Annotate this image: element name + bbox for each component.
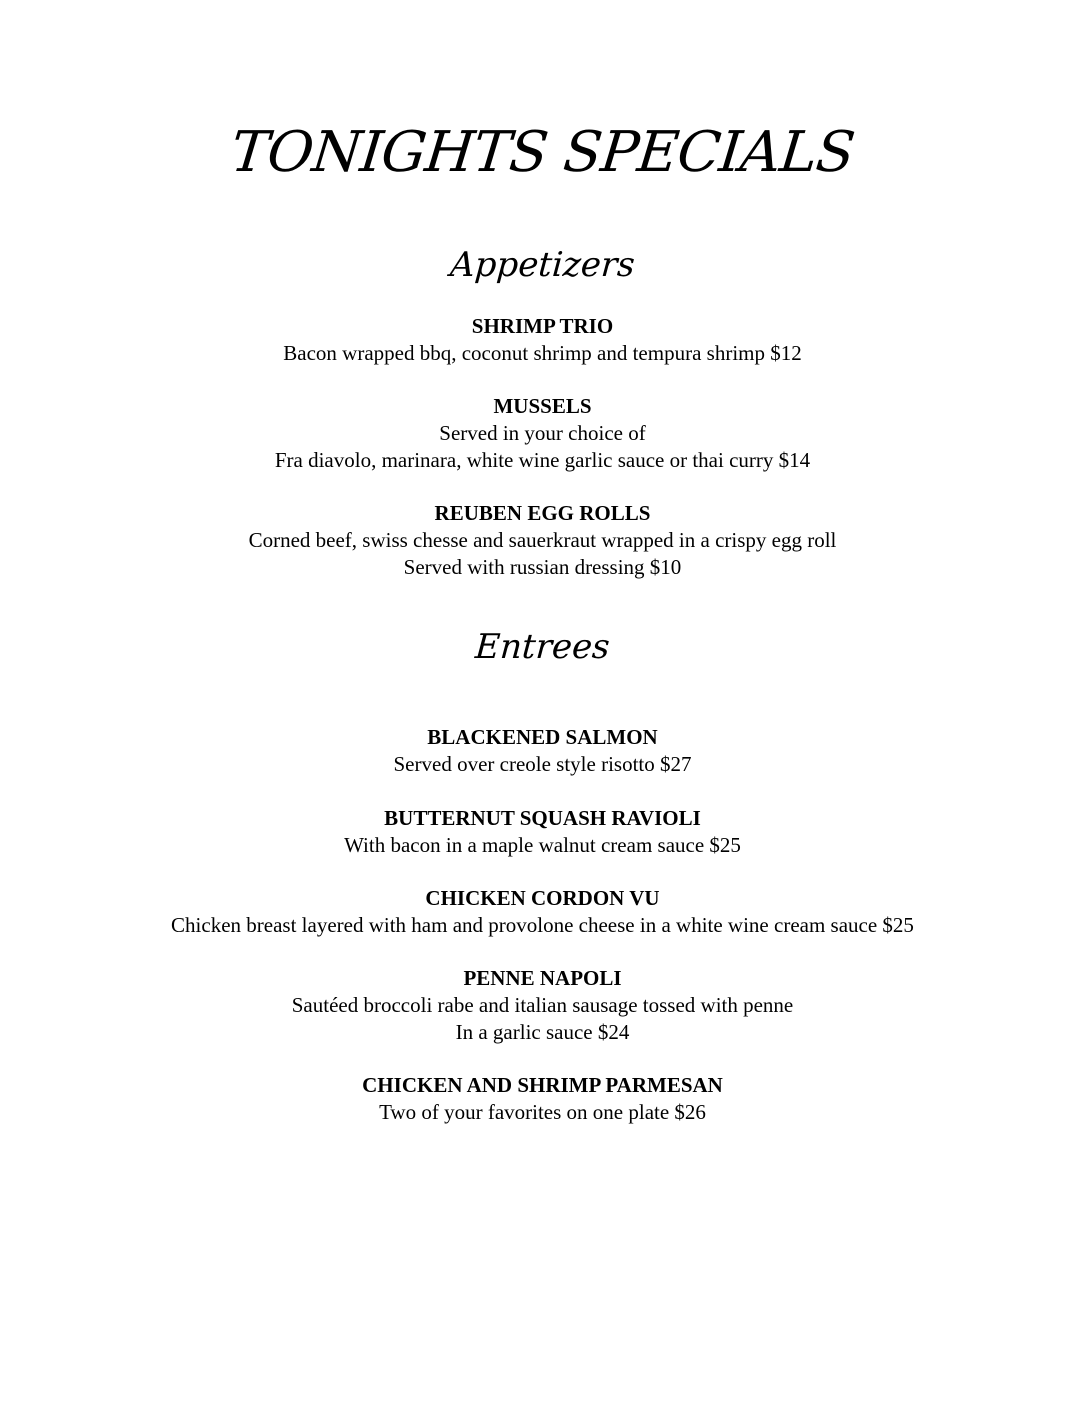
menu-item-name: REUBEN EGG ROLLS [434,501,651,525]
menu-item-shrimp-trio [0,313,1085,367]
menu-item-chicken-cordon-vu [0,885,1085,939]
section-heading-appetizers: Appetizers [448,245,637,285]
section-heading-entrees: Entrees [473,627,612,667]
menu-item-name: MUSSELS [493,394,592,418]
menu-item-description: Served over creole style risotto $27 [393,752,692,776]
menu-item-description: Sautéed broccoli rabe and italian sausage tossed with penne [291,993,794,1017]
menu-item-name: BLACKENED SALMON [427,725,658,749]
menu-item-description: Chicken breast layered with ham and provolone cheese in a white wine cream sauce $25 [171,913,914,937]
page-title: TONIGHTS SPECIALS [227,120,858,185]
menu-item-description: Corned beef, swiss chesse and sauerkraut wrapped in a crispy egg roll [248,528,837,552]
menu-item-name: BUTTERNUT SQUASH RAVIOLI [384,806,701,830]
menu-item-butternut-squash-ravioli [0,805,1085,859]
menu-item-mussels [0,393,1085,474]
menu-item-reuben-egg-rolls [0,500,1085,581]
menu-item-name: CHICKEN CORDON VU [425,886,660,910]
menu-item-name: SHRIMP TRIO [471,314,614,338]
menu-item-description: Bacon wrapped bbq, coconut shrimp and tempura shrimp $12 [283,341,802,365]
menu-item-description: With bacon in a maple walnut cream sauce $25 [344,833,741,857]
menu-item-description: Two of your favorites on one plate $26 [379,1100,706,1124]
menu-item-description: Served with russian dressing $10 [403,555,682,579]
menu-item-description: Fra diavolo, marinara, white wine garlic sauce or thai curry $14 [274,448,811,472]
menu-item-blackened-salmon [0,724,1085,778]
menu-item-chicken-and-shrimp-parmesan [0,1072,1085,1126]
menu-item-description: Served in your choice of [439,421,646,445]
menu-item-description: In a garlic sauce $24 [455,1020,630,1044]
menu-item-name: CHICKEN AND SHRIMP PARMESAN [362,1073,723,1097]
menu-item-penne-napoli [0,965,1085,1046]
menu-item-name: PENNE NAPOLI [463,966,622,990]
